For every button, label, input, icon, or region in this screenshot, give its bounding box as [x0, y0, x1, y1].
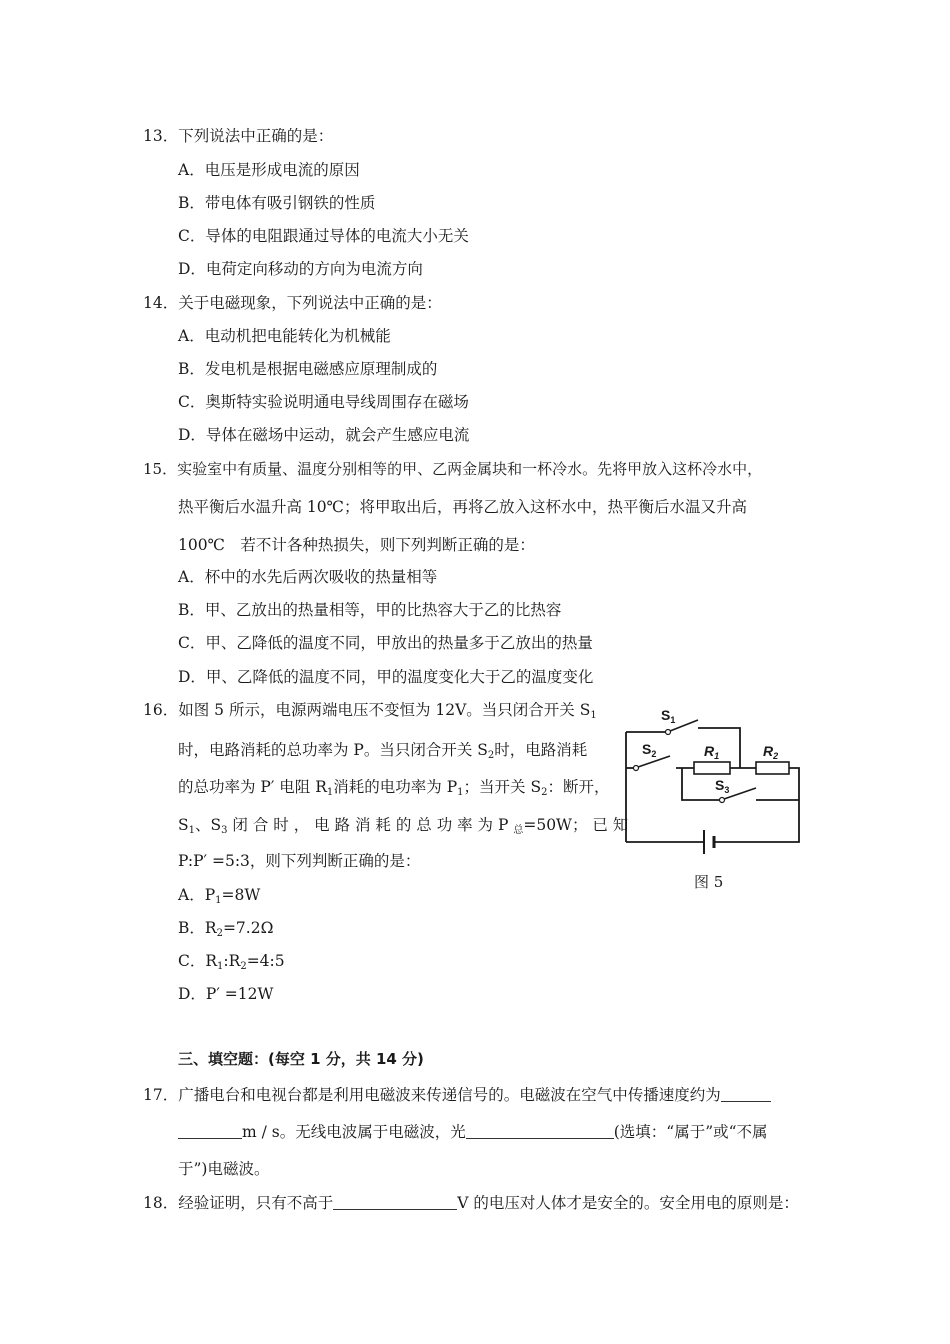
- q15-option-b: B．甲、乙放出的热量相等，甲的比热容大于乙的比热容: [178, 601, 562, 619]
- q16-line-5: P:P′ =5:3，则下列判断正确的是：: [178, 852, 421, 870]
- q13-option-b: B．带电体有吸引钢铁的性质: [178, 194, 376, 212]
- wire-right-bottom: [714, 800, 799, 842]
- q17-line-1: 17．广播电台和电视台都是利用电磁波来传递信号的。电磁波在空气中传播速度约为: [143, 1085, 771, 1105]
- q16-option-c: C．$R_1:R_2=4:5$: [178, 952, 285, 972]
- q18-blank-1[interactable]: [333, 1193, 457, 1210]
- q13-option-c: C．导体的电阻跟通过导体的电流大小无关: [178, 227, 469, 245]
- q13-option-d: D．电荷定向移动的方向为电流方向: [178, 260, 423, 278]
- q17-line-2: m / s。无线电波属于电磁波，光 (选填：“属于”或“不属: [178, 1122, 768, 1142]
- q17-line-3: 于”)电磁波。: [178, 1160, 270, 1178]
- q16-option-a: A．$P_1=8W$: [178, 886, 261, 906]
- q14-option-b: B．发电机是根据电磁感应原理制成的: [178, 360, 438, 378]
- label-s2: $S_2$: [642, 741, 657, 759]
- q15-option-a: A．杯中的水先后两次吸收的热量相等: [178, 568, 438, 586]
- label-r1: $R_1$: [704, 743, 720, 761]
- q16-line-1: 16．如图 5 所示，电源两端电压不变恒为 12V。当只闭合开关 $S_1$: [143, 701, 597, 721]
- q17-blank-2[interactable]: [466, 1122, 614, 1139]
- q16-option-b: B．$R_2=7.2\Omega$: [178, 919, 274, 939]
- q15-line-2: 热平衡后水温升高 10℃；将甲取出后，再将乙放入这杯水中，热平衡后水温又升高: [178, 498, 747, 516]
- q14-stem: 14．关于电磁现象，下列说法中正确的是：: [143, 294, 442, 312]
- figure-caption: 图 5: [694, 873, 724, 891]
- q18-line-1: 18．经验证明，只有不高于 V 的电压对人体才是安全的。安全用电的原则是：: [143, 1194, 799, 1212]
- label-s3: $S_3$: [715, 777, 730, 795]
- battery-symbol: [704, 830, 714, 854]
- q14-option-d: D．导体在磁场中运动，就会产生感应电流: [178, 426, 470, 444]
- q15-line-3: 100℃ 若不计各种热损失，则下列判断正确的是：: [178, 536, 535, 554]
- q14-option-a: A．电动机把电能转化为机械能: [178, 327, 391, 345]
- q14-option-c: C．奥斯特实验说明通电导线周围存在磁场: [178, 393, 469, 411]
- section-3-heading: 三、填空题：(每空 1 分，共 14 分): [178, 1050, 424, 1068]
- resistor-r1: [694, 762, 730, 774]
- q13-option-a: A．电压是形成电流的原因: [178, 161, 360, 179]
- resistor-r2: [756, 762, 789, 774]
- wire-r2-right: [789, 768, 799, 800]
- q15-option-d: D．甲、乙降低的温度不同，甲的温度变化大于乙的温度变化: [178, 668, 594, 686]
- circuit-diagram-figure-5: [620, 698, 810, 898]
- label-r2: $R_2$: [763, 743, 779, 761]
- q15-line-1: 15．实验室中有质量、温度分别相等的甲、乙两金属块和一杯冷水。先将甲放入这杯冷水中，: [143, 460, 763, 478]
- q17-blank-1[interactable]: [721, 1085, 771, 1102]
- q15-option-c: C．甲、乙降低的温度不同，甲放出的热量多于乙放出的热量: [178, 634, 593, 652]
- q13-stem: 13．下列说法中正确的是：: [143, 127, 334, 145]
- q16-line-3: 的总功率为 P′ 电阻 $R_1$消耗的电功率为 $P_1$；当开关 $S_2$：断开，: [178, 778, 610, 798]
- q16-line-4: $S_1$、$S_3$ 闭 合 时 ， 电 路 消 耗 的 总 功 率 为 P $_总$=50W； 已 知: [178, 816, 629, 836]
- q17-blank-1-cont[interactable]: [178, 1122, 242, 1139]
- q16-line-2: 时，电路消耗的总功率为 P。当只闭合开关 $S_2$时，电路消耗: [178, 741, 588, 761]
- q16-option-d: D．P′ =12W: [178, 985, 274, 1003]
- label-s1: $S_1$: [661, 707, 676, 725]
